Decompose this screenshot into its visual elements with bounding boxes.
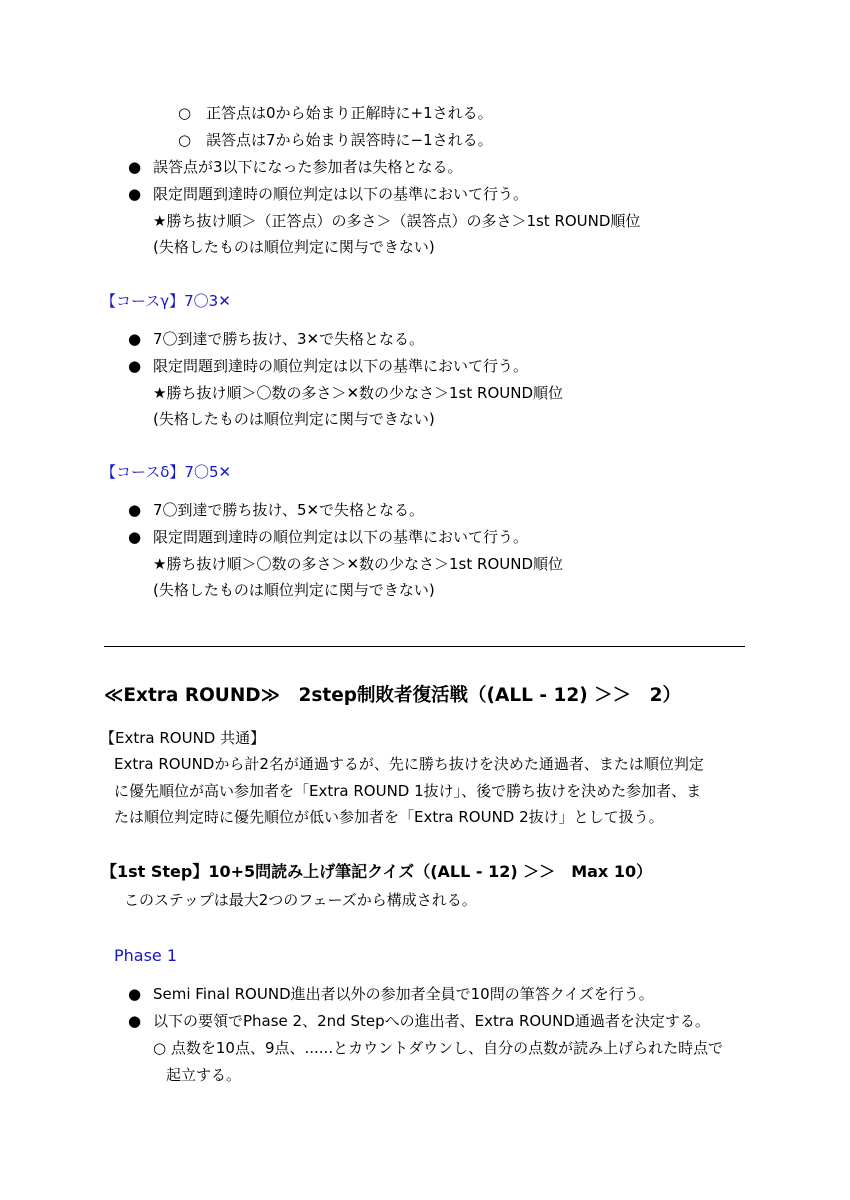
bullet-marker: ● [128, 158, 142, 176]
course-gamma-bullet-ranking: 限定問題到達時の順位判定は以下の基準において行う。 [153, 357, 529, 375]
sub-bullet-correct-points: 正答点は0から始まり正解時に+1される。 [206, 104, 493, 122]
course-delta-note: (失格したものは順位判定に関与できない) [153, 581, 435, 599]
course-gamma-bullet-win: 7〇到達で勝ち抜け、3✕で失格となる。 [153, 330, 425, 348]
bullet-marker: ● [128, 528, 142, 546]
extra-round-heading: ≪Extra ROUND≫ 2step制敗者復活戦（(ALL - 12) ＞＞ 2） [104, 685, 681, 706]
ranking-note: (失格したものは順位判定に関与できない) [153, 238, 435, 256]
step1-intro: このステップは最大2つのフェーズから構成される。 [124, 891, 477, 909]
bullet-marker: ● [128, 985, 142, 1003]
phase1-bullet-quiz: Semi Final ROUND進出者以外の参加者全員で10問の筆答クイズを行う。 [153, 985, 654, 1003]
extra-common-line: たは順位判定時に優先順位が低い参加者を「Extra ROUND 2抜け」として扱う。 [114, 808, 664, 826]
course-gamma-note: (失格したものは順位判定に関与できない) [153, 410, 435, 428]
bullet-marker: ● [128, 357, 142, 375]
course-gamma-title: 【コースγ】7〇3✕ [101, 292, 231, 310]
extra-common-line: Extra ROUNDから計2名が通過するが、先に勝ち抜けを決めた通過者、または順位判定 [114, 755, 704, 773]
bullet-marker: ● [128, 1012, 142, 1030]
extra-common-line: に優先順位が高い参加者を「Extra ROUND 1抜け」、後で勝ち抜けを決めた参加者、ま [114, 782, 702, 800]
section-divider [104, 646, 745, 647]
course-delta-title: 【コースδ】7〇5✕ [101, 463, 232, 481]
bullet-marker: ● [128, 185, 142, 203]
course-delta-criteria: ★勝ち抜け順＞〇数の多さ＞✕数の少なさ＞1st ROUND順位 [153, 555, 564, 573]
bullet-marker: ● [128, 501, 142, 519]
course-gamma-criteria: ★勝ち抜け順＞〇数の多さ＞✕数の少なさ＞1st ROUND順位 [153, 384, 564, 402]
phase1-title: Phase 1 [114, 946, 178, 965]
step1-title: 【1st Step】10+5問読み上げ筆記クイズ（(ALL - 12) ＞＞ Max 10） [101, 862, 653, 881]
course-delta-bullet-ranking: 限定問題到達時の順位判定は以下の基準において行う。 [153, 528, 529, 546]
bullet-marker: ● [128, 330, 142, 348]
sub-bullet-marker: ○ [178, 104, 192, 122]
bullet-disqualify: 誤答点が3以下になった参加者は失格となる。 [153, 158, 463, 176]
sub-bullet-marker: ○ [178, 131, 192, 149]
extra-common-title: 【Extra ROUND 共通】 [100, 729, 266, 747]
phase1-sub-line: 起立する。 [166, 1066, 242, 1084]
phase1-sub-line: ○ 点数を10点、9点、......とカウントダウンし、自分の点数が読み上げられた時点で [153, 1039, 724, 1057]
ranking-criteria: ★勝ち抜け順＞（正答点）の多さ＞（誤答点）の多さ＞1st ROUND順位 [153, 212, 641, 230]
phase1-bullet-procedure: 以下の要領でPhase 2、2nd Stepへの進出者、Extra ROUND通過者を決定する。 [153, 1012, 710, 1030]
bullet-ranking: 限定問題到達時の順位判定は以下の基準において行う。 [153, 185, 529, 203]
sub-bullet-wrong-points: 誤答点は7から始まり誤答時に−1される。 [206, 131, 493, 149]
course-delta-bullet-win: 7〇到達で勝ち抜け、5✕で失格となる。 [153, 501, 425, 519]
